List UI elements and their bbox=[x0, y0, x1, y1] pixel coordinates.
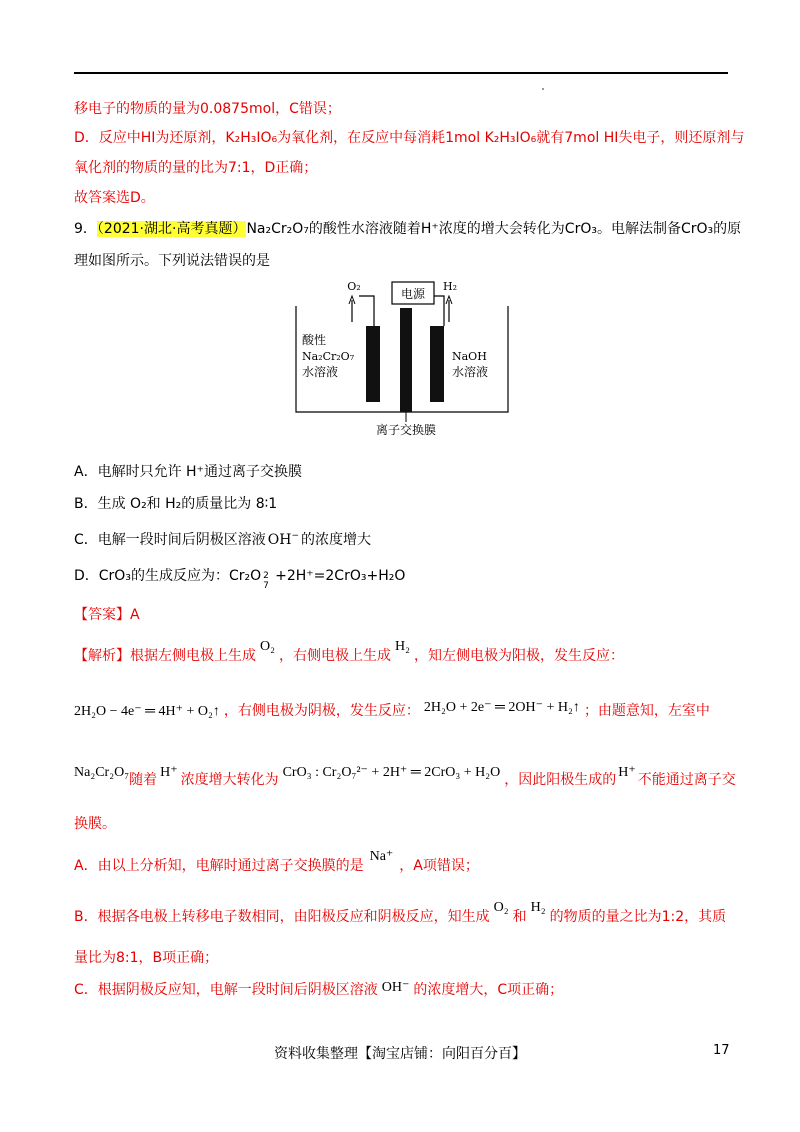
o2-formula: O₂ bbox=[260, 639, 275, 654]
exp-text-2: ，右侧电极上生成 bbox=[279, 648, 391, 664]
exp-text-8: ，因此阳极生成的 bbox=[504, 772, 617, 788]
charge-sub: 7 bbox=[263, 581, 269, 591]
option-c bbox=[74, 526, 371, 550]
power-label: 电源 bbox=[400, 287, 426, 301]
oh-formula: OH− bbox=[267, 531, 300, 548]
text-line-1: 移电子的物质的量为0.0875mol，C错误； bbox=[74, 101, 341, 117]
c-oh-formula: OH⁻ bbox=[381, 980, 410, 995]
question-source-tag: （2021·湖北·高考真题） bbox=[96, 221, 247, 237]
text-line-4: 故答案选D。 bbox=[74, 190, 155, 206]
answer-label: 【答案】A bbox=[74, 607, 140, 623]
option-a: A．电解时只允许 H⁺通过离子交换膜 bbox=[74, 464, 302, 480]
oh-text: OH bbox=[267, 532, 292, 548]
analysis-b-text-2: 的物质的量之比为1:2，其质 bbox=[549, 909, 727, 925]
option-c-text-2: 的浓度增大 bbox=[301, 532, 372, 548]
analysis-b-line-2: 量比为8:1，B项正确； bbox=[74, 950, 219, 966]
membrane-label: 离子交换膜 bbox=[375, 423, 437, 437]
right-solution-label-1: NaOH bbox=[452, 350, 487, 363]
exp-text-6: 随着 bbox=[129, 772, 158, 788]
option-d-text-2: +2H⁺=2CrO₃+H₂O bbox=[275, 568, 406, 584]
anode-electrode bbox=[366, 326, 380, 402]
header-mark bbox=[542, 88, 544, 90]
question-text-2: 理如图所示。下列说法错误的是 bbox=[74, 253, 270, 269]
exp-text-7: 浓度增大转化为 bbox=[180, 772, 279, 788]
option-d bbox=[74, 566, 406, 591]
h2-label: H₂ bbox=[442, 280, 458, 293]
charge-sup: 2 bbox=[263, 571, 269, 581]
left-solution-label-2: Na₂Cr₂O₇ bbox=[302, 350, 355, 363]
na2cr2o7-formula: Na₂Cr₂O₇ bbox=[74, 765, 130, 780]
analysis-b-text: B．根据各电极上转移电子数相同，由阳极反应和阴极反应，知生成 bbox=[74, 909, 490, 925]
o2-label: O₂ bbox=[347, 280, 361, 293]
question-number: 9． bbox=[74, 221, 97, 237]
analysis-c-text-2: 的浓度增大，C项正确； bbox=[413, 982, 564, 998]
page-number: 17 bbox=[713, 1043, 730, 1058]
exp-text-3: ，知左侧电极为阳极，发生反应： bbox=[414, 648, 624, 664]
option-d-text: D．CrO₃的生成反应为：Cr₂O bbox=[74, 568, 262, 584]
explanation-line-1 bbox=[74, 639, 624, 667]
analysis-a bbox=[74, 849, 479, 877]
explanation-line-4: 换膜。 bbox=[74, 816, 116, 832]
cathode-equation: 2H₂O + 2e⁻ ═ 2OH⁻ + H₂↑ bbox=[423, 700, 580, 715]
analysis-c-text: C．根据阴极反应知，电解一段时间后阴极区溶液 bbox=[74, 982, 378, 998]
left-solution-label-1: 酸性 bbox=[302, 333, 327, 347]
ion-exchange-membrane bbox=[400, 308, 412, 412]
h2-formula: H₂ bbox=[395, 639, 410, 654]
exp-text-1: 根据左侧电极上生成 bbox=[130, 648, 256, 664]
page-footer: 资料收集整理【淘宝店铺：向阳百分百】 bbox=[274, 1046, 526, 1062]
text-line-2: D．反应中HI为还原剂，K₂H₃IO₆为氧化剂，在反应中每消耗1mol K₂H₃IO₆就有7mol HI失电子，则还原剂与 bbox=[74, 130, 745, 146]
exp-text-9: 不能通过离子交 bbox=[637, 772, 736, 788]
header-rule bbox=[74, 72, 728, 74]
hplus-formula-2: H⁺ bbox=[618, 765, 636, 780]
analysis-b bbox=[74, 900, 727, 928]
question-text: Na₂Cr₂O₇的酸性水溶液随着H⁺浓度的增大会转化为CrO₃。电解法制备CrO₃的原 bbox=[246, 221, 742, 237]
b-h2-formula: H₂ bbox=[530, 900, 546, 915]
conversion-equation: CrO₃ : Cr₂O₇²⁻ + 2H⁺ ═ 2CrO₃ + H₂O bbox=[282, 765, 501, 780]
hplus-formula: H⁺ bbox=[160, 765, 178, 780]
anode-equation: 2H₂O − 4e⁻ ═ 4H⁺ + O₂↑ bbox=[74, 704, 220, 719]
option-b: B．生成 O₂和 H₂的质量比为 8∶1 bbox=[74, 496, 278, 512]
analysis-c bbox=[74, 980, 563, 1001]
exp-text-4: ，右侧电极为阴极，发生反应： bbox=[223, 703, 420, 719]
right-solution-label-2: 水溶液 bbox=[452, 365, 489, 379]
explanation-line-2 bbox=[74, 701, 710, 722]
analysis-a-text-2: ，A项错误； bbox=[399, 858, 479, 874]
analysis-b-and: 和 bbox=[512, 909, 527, 925]
text-line-3: 氧化剂的物质的量的比为7:1，D正确； bbox=[74, 160, 318, 176]
question-9 bbox=[74, 219, 741, 239]
explanation-line-3 bbox=[74, 765, 736, 791]
naplus-formula: Na⁺ bbox=[369, 849, 394, 864]
analysis-a-text: A．由以上分析知，电解时通过离子交换膜的是 bbox=[74, 858, 364, 874]
cathode-electrode bbox=[430, 326, 444, 402]
left-solution-label-3: 水溶液 bbox=[302, 365, 339, 379]
explanation-label: 【解析】 bbox=[74, 648, 130, 664]
option-c-text: C．电解一段时间后阴极区溶液 bbox=[74, 532, 266, 548]
exp-text-5: ；由题意知，左室中 bbox=[583, 703, 710, 719]
electrolysis-diagram bbox=[294, 276, 514, 440]
b-o2-formula: O₂ bbox=[493, 900, 509, 915]
